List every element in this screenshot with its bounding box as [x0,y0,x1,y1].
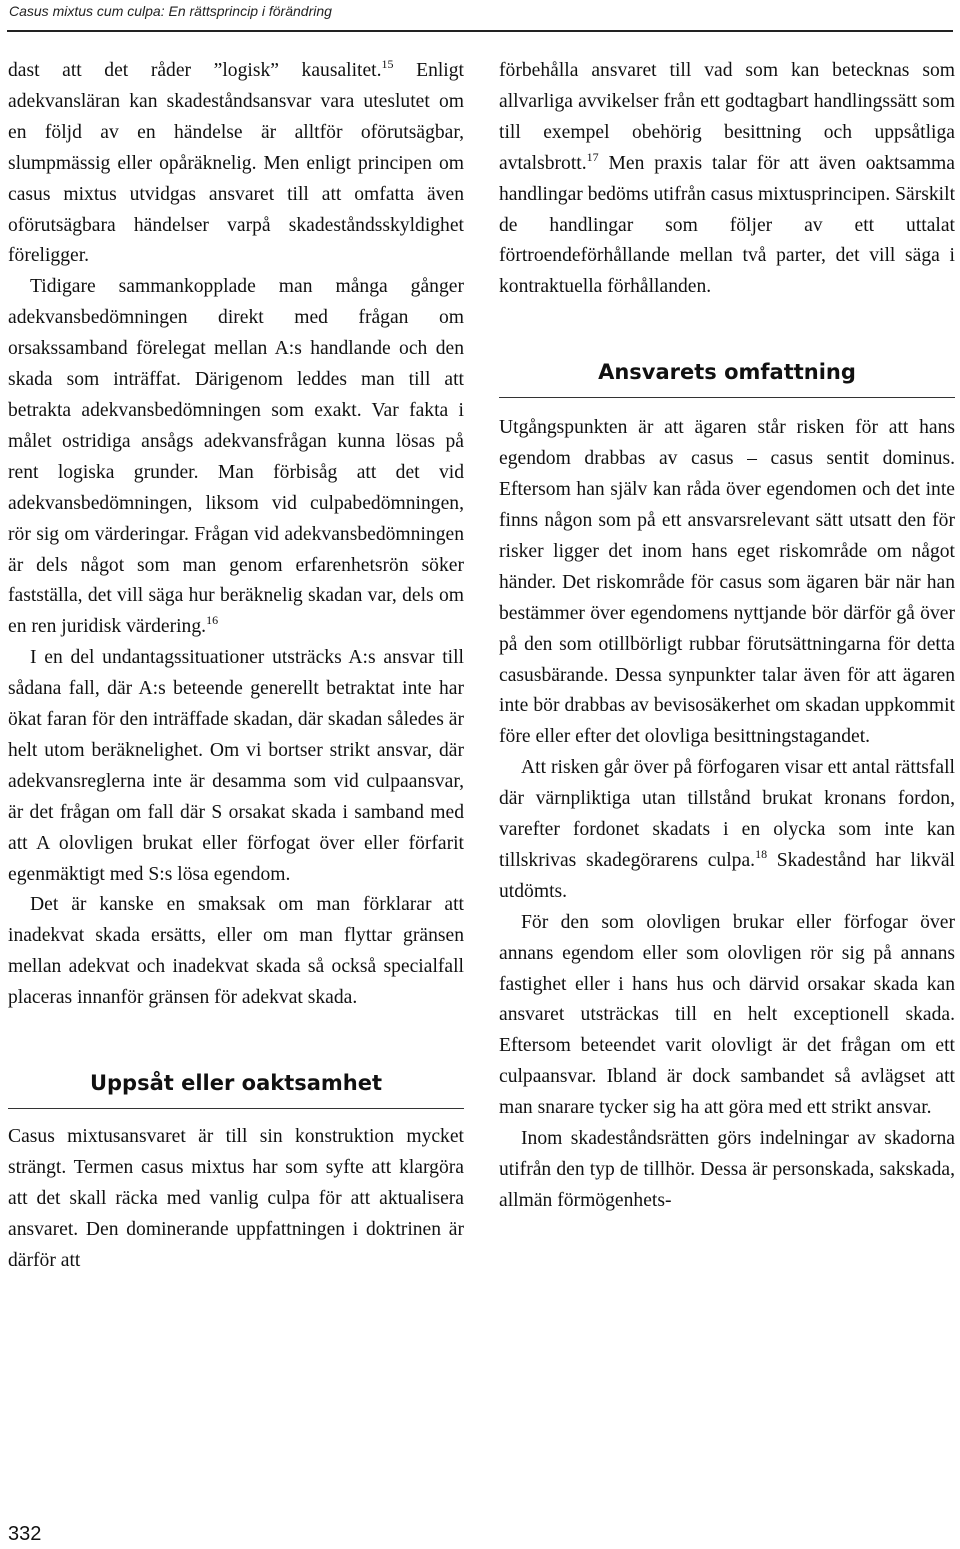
paragraph [499,56,955,303]
footnote-marker: 17 [586,149,599,164]
page-number: 332 [8,1523,42,1545]
left-column [8,56,464,1277]
paragraph-text: Men praxis talar för att även oaktsamma handlingar bedöms utifrån casus mixtusprincipen. Särskilt de handlingar som följer av ett uttalat förtroendeförhållande mellan två parter, det vill säga i kontraktuella förhållanden. [499,152,956,298]
paragraph-text: förbehålla ansvaret till vad som kan betecknas som allvarliga avvikelser från ett godtagbart handlingssätt som till exempel obehörig besittning och uppsåtliga avtalsbrott. [499,60,955,174]
footnote-marker: 18 [755,846,768,861]
paragraph-text: Skadestånd har likväl utdömts. [499,849,955,902]
paragraph-text: Att risken går över på förfogaren visar ett antal rättsfall där värnpliktiga utan tillstånd brukat kronans fordon, varefter fordonet skadats i en olycka som inte kan tillskrivas skadegörarens culpa. [499,757,955,871]
paragraph [499,753,955,908]
paragraph: Casus mixtusansvaret är till sin konstruktion mycket strängt. Termen casus mixtus har som syfte att klargöra att det skall räcka med vanlig culpa för att aktualisera ansvaret. Den dominerande uppfattningen i doktrinen är därför att [8,1126,464,1271]
paragraph-text: dast att det råder ”logisk” kausalitet. [8,60,382,81]
paragraph: För den som olovligen brukar eller förfogar över annans egendom eller som olovligen rör sig på annans fastighet eller i hans hus och därvid orsakar skada kan ansvaret utsträckas till en helt exceptionell skada. Eftersom beteendet varit olovligt är det frågan om ett culpaansvar. Ibland är dock sambandet så avlägset att man snarare tycker sig ha att göra med ett strikt ansvar. [499,911,955,1119]
running-header [7,0,953,32]
paragraph: I en del undantagssituationer utsträcks A:s ansvar till sådana fall, där A:s beteende generellt betraktat inte har ökat faran för den inträffade skadan, där skadan således är helt utom beräknelighet. Om vi bortser strikt ansvar, där adekvansreglerna inte är desamma som vid culpaansvar, är det frågan om fall där S orsakat skada i samband med att A olovligen brukat eller förfogat över eller förfarit egenmäktigt med S:s lösa egendom. [8,647,464,885]
paragraph: Utgångspunkten är att ägaren står risken för att hans egendom drabbas av casus – casus sentit dominus. Eftersom han själv kan råda över egendomen och det inte finns någon som på ett ansvarsrelevant sätt utsatt den för risker ligger det inom hans eget riskområde om något händer. Det riskområde för casus som ägaren bär när han bestämmer över egendomens nyttjande bör därför gå över på den som otillbörligt rubbar förutsättningarna för detta casusbärande. Dessa synpunkter talar även för att ägaren inte bör drabbas av bevisosäkerhet om skadan uppkommit före eller efter det olovliga besittningstagandet. [499,417,955,748]
right-column [499,56,955,1217]
paragraph-text: Enligt adekvansläran kan skadeståndsansvar vara uteslutet om en följd av en händelse är alltför oförutsägbar, slumpmässig eller opåräknelig. Men enligt principen om casus mixtus utvidgas ansvaret till att omfatta även oförutsägbara händelser varpå skadeståndsskyldighet föreligger. [8,60,464,267]
paragraph [8,272,464,643]
section-heading: Ansvarets omfattning [499,359,955,398]
section-heading: Uppsåt eller oaktsamhet [8,1070,464,1109]
running-title: Casus mixtus cum culpa: En rättsprincip i förändring [9,3,332,19]
paragraph-text: Tidigare sammankopplade man många gånger adekvansbedömningen direkt med frågan om orsakssamband förelegat mellan A:s handlande och den skada som inträffat. Därigenom leddes man till att betrakta adekvansbedömningen som exakt. Var fakta i målet ostridiga ansågs adekvansfrågan kunna lösas på rent logiska grunder. Man förbisåg att det vid adekvansbedömningen, liksom vid culpabedömningen, rör sig om värderingar. Frågan vid adekvansbedömningen är dels något som man genom erfarenhetsrön söker fastställa, det vill säga hur beräknelig skadan var, dels om en ren juridisk värdering. [8,276,464,638]
paragraph [8,56,464,272]
paragraph: Inom skadeståndsrätten görs indelningar av skadorna utifrån den typ de tillhör. Dessa är personskada, sakskada, allmän förmögenhets- [499,1128,955,1211]
paragraph: Det är kanske en smaksak om man förklarar att inadekvat skada ersätts, eller om man flyttar gränsen mellan adekvat och inadekvat skada så också specialfall placeras innanför gränsen för adekvat skada. [8,894,464,1009]
footnote-marker: 16 [206,613,219,628]
footnote-marker: 15 [381,57,394,71]
